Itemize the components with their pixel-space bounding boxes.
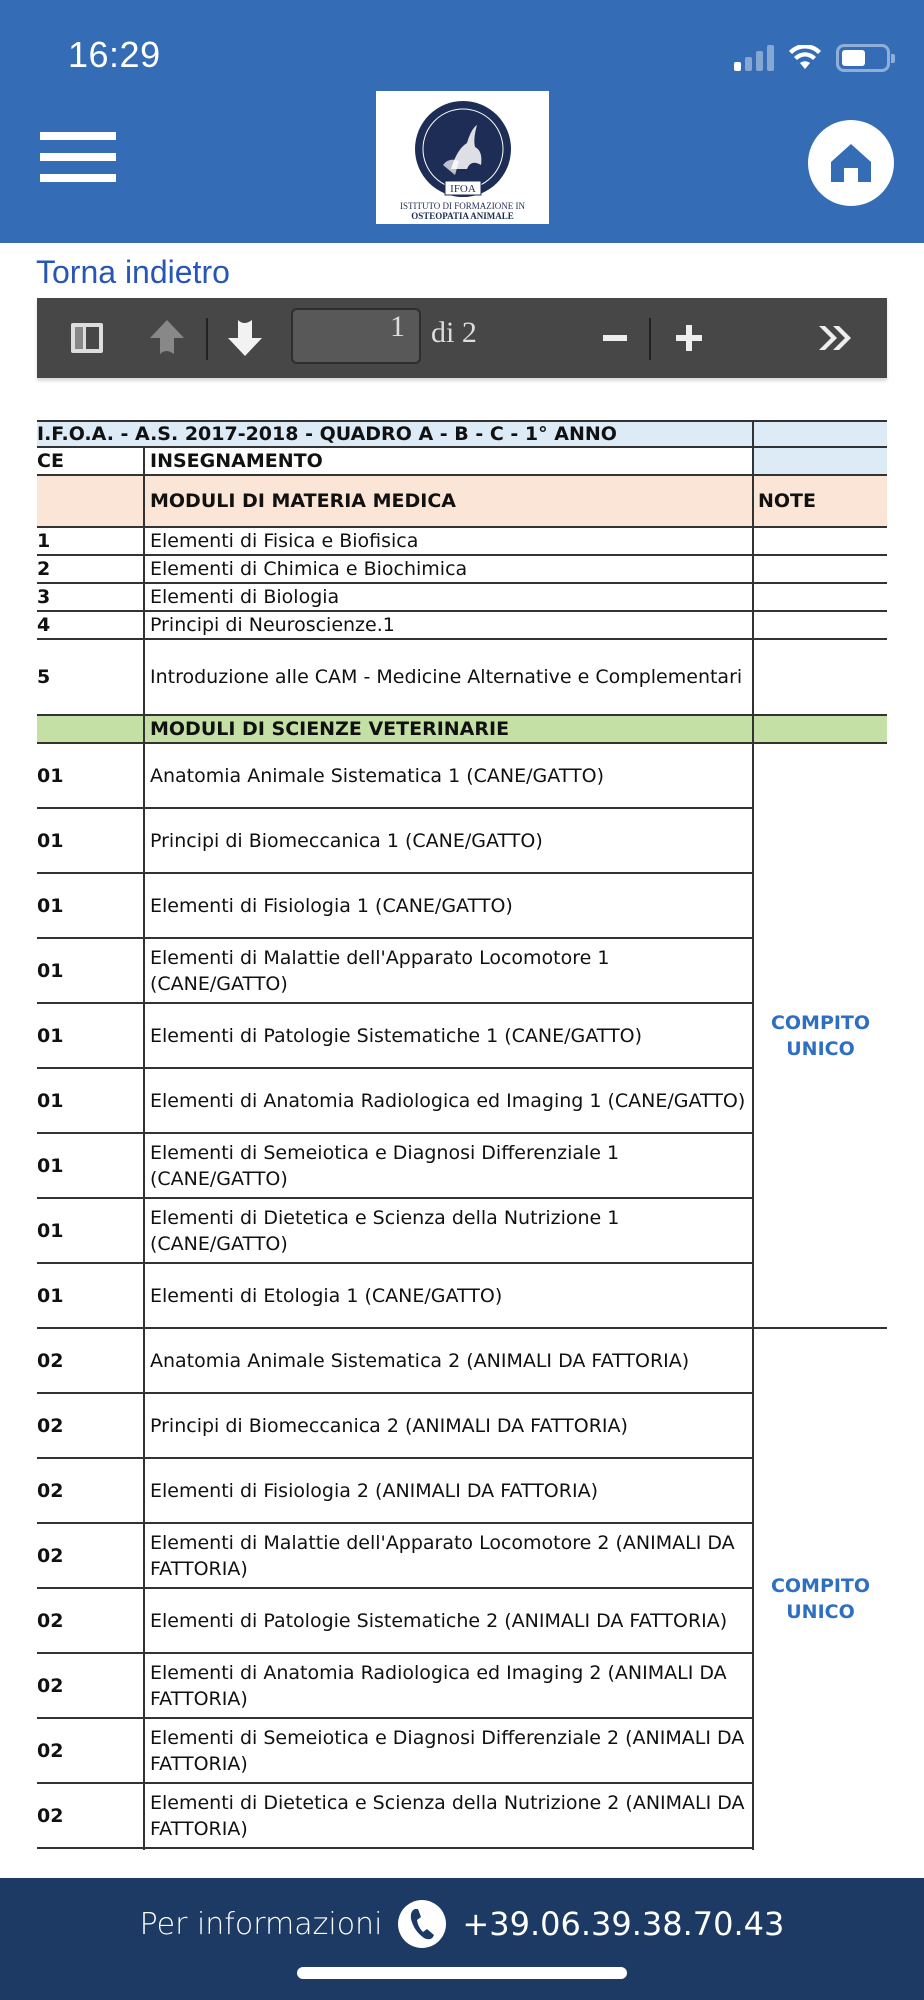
table-row: 01 Principi di Biomeccanica 1 (CANE/GATTO): [37, 808, 887, 873]
table-title: I.F.O.A. - A.S. 2017-2018 - QUADRO A - B - C - 1° ANNO: [37, 421, 753, 447]
table-row: 02 Elementi di Dietetica e Scienza della Nutrizione 2 (ANIMALI DA FATTORIA): [37, 1783, 887, 1848]
note-compito-unico: COMPITO UNICO: [753, 743, 887, 1328]
more-tools-button[interactable]: [813, 316, 857, 360]
table-row: 01 Elementi di Anatomia Radiologica ed Imaging 1 (CANE/GATTO): [37, 1068, 887, 1133]
table-row: 5 Introduzione alle CAM - Medicine Alternative e Complementari: [37, 639, 887, 715]
table-row: 4 Principi di Neuroscienze.1: [37, 611, 887, 639]
table-row: 02 Elementi di Semeiotica e Diagnosi Differenziale 2 (ANIMALI DA FATTORIA): [37, 1718, 887, 1783]
table-header-row: [37, 447, 887, 475]
zoom-out-button[interactable]: [593, 316, 637, 360]
table-row: 02 Anatomia Animale Sistematica 2 (ANIMALI DA FATTORIA) COMPITO UNICO: [37, 1328, 887, 1393]
wifi-icon: [788, 45, 822, 71]
pdf-toolbar: [37, 298, 887, 378]
svg-text:IFOA: IFOA: [449, 183, 476, 195]
contact-footer: [0, 1878, 924, 2000]
table-row: 01 Anatomia Animale Sistematica 1 (CANE/GATTO) COMPITO UNICO: [37, 743, 887, 808]
title-note-cell: [753, 421, 887, 447]
status-time: 16:29: [68, 34, 161, 75]
previous-page-button[interactable]: [145, 316, 189, 360]
note-compito-unico: COMPITO UNICO: [753, 1328, 887, 1850]
pdf-document-page[interactable]: [37, 420, 887, 1850]
curriculum-table: [37, 420, 887, 1850]
header-note-cell: [753, 447, 887, 475]
header-code: CE: [37, 447, 144, 475]
page-total: di 2: [431, 316, 477, 349]
battery-icon: [836, 44, 890, 72]
table-row: 01 Elementi di Fisiologia 1 (CANE/GATTO): [37, 873, 887, 938]
arrow-up-icon: [148, 318, 186, 358]
contact-info[interactable]: [0, 1900, 924, 1948]
logo-line2: OSTEOPATIA ANIMALE: [411, 211, 514, 221]
double-chevron-right-icon: [815, 323, 855, 353]
footer-label: Per informazioni: [139, 1906, 383, 1942]
page-number-input[interactable]: 1: [291, 308, 421, 364]
table-row: 02 Elementi di Patologie Sistematiche 2 (ANIMALI DA FATTORIA): [37, 1588, 887, 1653]
sidebar-toggle-icon: [69, 320, 105, 356]
toolbar-separator: [206, 318, 208, 360]
next-page-button[interactable]: [223, 316, 267, 360]
minus-icon: [601, 324, 629, 352]
back-link[interactable]: Torna indietro: [36, 254, 230, 290]
arrow-down-icon: [226, 318, 264, 358]
zoom-in-button[interactable]: [667, 316, 711, 360]
ifoa-logo[interactable]: [376, 91, 549, 224]
app-header: [0, 0, 924, 243]
table-row: 1 Elementi di Fisica e Biofisica: [37, 527, 887, 555]
home-indicator[interactable]: [297, 1967, 627, 1979]
home-icon: [828, 140, 874, 186]
status-icons: [734, 44, 890, 72]
sidebar-toggle-button[interactable]: [65, 316, 109, 360]
hamburger-menu-icon[interactable]: [40, 132, 116, 182]
table-row: 01 Elementi di Dietetica e Scienza della Nutrizione 1 (CANE/GATTO): [37, 1198, 887, 1263]
table-row: 02 Elementi di Anatomia Radiologica ed Imaging 2 (ANIMALI DA FATTORIA): [37, 1653, 887, 1718]
signal-icon: [734, 45, 774, 71]
table-title-row: [37, 421, 887, 447]
section-row-scienze-veterinarie: [37, 715, 887, 743]
note-header: NOTE: [753, 475, 887, 527]
table-row: 01 Elementi di Malattie dell'Apparato Locomotore 1 (CANE/GATTO): [37, 938, 887, 1003]
section-row-materia-medica: [37, 475, 887, 527]
table-row: 02 Principi di Biomeccanica 2 (ANIMALI DA FATTORIA): [37, 1393, 887, 1458]
header-insegnamento: INSEGNAMENTO: [144, 447, 753, 475]
section-title: MODULI DI SCIENZE VETERINARIE: [144, 715, 753, 743]
section-title: MODULI DI MATERIA MEDICA: [144, 475, 753, 527]
table-row: 01 Elementi di Etologia 1 (CANE/GATTO): [37, 1263, 887, 1328]
table-row: 3 Elementi di Biologia: [37, 583, 887, 611]
toolbar-separator: [649, 318, 651, 360]
plus-icon: [674, 323, 704, 353]
table-row: 02 Elementi di Malattie dell'Apparato Locomotore 2 (ANIMALI DA FATTORIA): [37, 1523, 887, 1588]
table-row: 2 Elementi di Chimica e Biochimica: [37, 555, 887, 583]
table-row: 02 Elementi di Fisiologia 2 (ANIMALI DA FATTORIA): [37, 1458, 887, 1523]
ifoa-emblem-icon: [411, 99, 515, 203]
phone-number-link[interactable]: +39.06.39.38.70.43: [462, 1905, 785, 1943]
table-row: 01 Elementi di Semeiotica e Diagnosi Differenziale 1 (CANE/GATTO): [37, 1133, 887, 1198]
logo-line1: ISTITUTO DI FORMAZIONE IN: [399, 201, 526, 211]
home-button[interactable]: [808, 120, 894, 206]
table-row: 01 Elementi di Patologie Sistematiche 1 (CANE/GATTO): [37, 1003, 887, 1068]
phone-icon[interactable]: [398, 1900, 446, 1948]
